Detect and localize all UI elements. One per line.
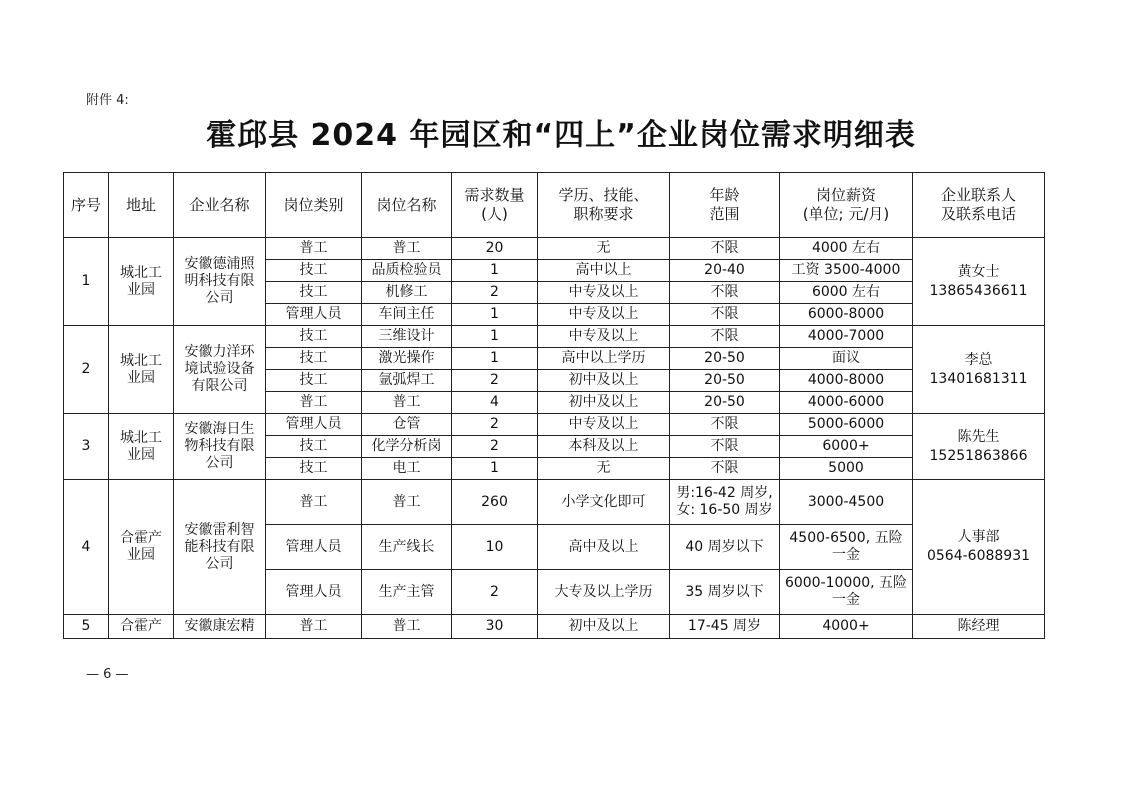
company-cell — [174, 326, 266, 414]
category-cell: 技工 — [266, 458, 362, 480]
table-row — [64, 326, 1045, 348]
contact-phone: 0564-6088931 — [926, 548, 1031, 564]
contact-cell — [913, 238, 1045, 326]
category-cell: 技工 — [266, 260, 362, 282]
header-age-l2: 范围 — [709, 205, 740, 223]
contact-phone: 13401681311 — [929, 370, 1028, 387]
requirement-cell: 中专及以上 — [538, 414, 670, 436]
company-l2: 境试验设备 — [184, 361, 255, 377]
age-cell: 不限 — [670, 238, 780, 260]
salary-cell: 5000-6000 — [780, 414, 913, 436]
count-cell: 4 — [452, 392, 538, 414]
requirement-cell: 初中及以上 — [538, 370, 670, 392]
salary-cell: 3000-4500 — [780, 480, 913, 525]
contact-phone: 13865436611 — [929, 282, 1028, 299]
position-cell: 三维设计 — [362, 326, 452, 348]
category-cell: 技工 — [266, 282, 362, 304]
address-cell — [109, 326, 174, 414]
address-l1: 城北工 — [120, 352, 162, 369]
category-cell: 技工 — [266, 348, 362, 370]
contact-cell — [913, 326, 1045, 414]
contact-cell — [913, 414, 1045, 480]
salary-l2: 一金 — [832, 592, 860, 608]
salary-cell: 5000 — [780, 458, 913, 480]
category-cell: 技工 — [266, 370, 362, 392]
contact-name: 陈先生 — [957, 428, 1000, 445]
salary-cell: 4000-8000 — [780, 370, 913, 392]
count-cell: 2 — [452, 414, 538, 436]
address-l1: 合霍产 — [120, 530, 162, 546]
salary-l2: 一金 — [832, 547, 860, 563]
count-cell: 1 — [452, 326, 538, 348]
age-cell: 20-50 — [670, 370, 780, 392]
seq-cell: 1 — [64, 238, 109, 326]
requirement-cell: 初中及以上 — [538, 615, 670, 639]
header-contact-l2: 及联系电话 — [940, 205, 1016, 223]
position-cell: 普工 — [362, 615, 452, 639]
age-cell: 20-40 — [670, 260, 780, 282]
header-address: 地址 — [109, 173, 174, 238]
address-cell — [109, 414, 174, 480]
age-cell: 不限 — [670, 326, 780, 348]
header-age-l1: 年龄 — [709, 186, 740, 204]
age-l1: 男:16-42 周岁, — [676, 485, 773, 501]
address-l2: 业园 — [127, 446, 155, 463]
header-contact-l1: 企业联系人 — [940, 186, 1016, 204]
count-cell: 2 — [452, 436, 538, 458]
job-demand-table — [63, 172, 1045, 639]
category-cell: 管理人员 — [266, 525, 362, 570]
company-l1: 安徽海日生 — [184, 421, 255, 437]
address-l1: 城北工 — [120, 264, 162, 281]
attachment-label: 附件 4: — [86, 93, 129, 108]
document-title: 霍邱县 2024 年园区和“四上”企业岗位需求明细表 — [206, 118, 916, 153]
count-cell: 1 — [452, 348, 538, 370]
salary-cell — [780, 570, 913, 615]
address-l2: 业园 — [127, 547, 155, 563]
header-seq: 序号 — [64, 173, 109, 238]
header-contact — [913, 173, 1045, 238]
count-cell: 20 — [452, 238, 538, 260]
count-cell: 10 — [452, 525, 538, 570]
salary-cell: 4000-7000 — [780, 326, 913, 348]
requirement-cell: 本科及以上 — [538, 436, 670, 458]
category-cell: 技工 — [266, 326, 362, 348]
seq-cell: 5 — [64, 615, 109, 639]
requirement-cell: 高中以上 — [538, 260, 670, 282]
age-cell: 20-50 — [670, 392, 780, 414]
age-cell: 不限 — [670, 436, 780, 458]
category-cell: 管理人员 — [266, 304, 362, 326]
header-requirement — [538, 173, 670, 238]
position-cell: 普工 — [362, 392, 452, 414]
salary-cell: 6000 左右 — [780, 282, 913, 304]
position-cell: 电工 — [362, 458, 452, 480]
page-number: — 6 — — [86, 667, 129, 682]
contact-name: 黄女士 — [957, 263, 1000, 280]
contact-name: 人事部 — [957, 529, 1000, 545]
header-row — [64, 173, 1045, 238]
header-age — [670, 173, 780, 238]
seq-cell: 2 — [64, 326, 109, 414]
count-cell: 1 — [452, 260, 538, 282]
company-l3: 公司 — [205, 455, 234, 471]
position-cell: 普工 — [362, 480, 452, 525]
position-cell: 生产线长 — [362, 525, 452, 570]
seq-cell: 3 — [64, 414, 109, 480]
age-cell: 不限 — [670, 282, 780, 304]
position-cell: 车间主任 — [362, 304, 452, 326]
address-l1: 城北工 — [120, 429, 162, 446]
salary-l1: 4500-6500, 五险 — [789, 530, 903, 546]
position-cell: 普工 — [362, 238, 452, 260]
age-cell: 17-45 周岁 — [670, 615, 780, 639]
table-row — [64, 238, 1045, 260]
salary-cell — [780, 525, 913, 570]
salary-cell: 6000+ — [780, 436, 913, 458]
requirement-cell: 初中及以上 — [538, 392, 670, 414]
category-cell: 普工 — [266, 615, 362, 639]
company-l3: 有限公司 — [191, 378, 248, 394]
company-l1: 安徽力洋环 — [184, 344, 255, 360]
company-l2: 物科技有限 — [184, 438, 255, 454]
contact-phone: 15251863866 — [929, 447, 1028, 464]
count-cell: 1 — [452, 304, 538, 326]
age-cell — [670, 480, 780, 525]
address-l2: 业园 — [127, 369, 155, 386]
count-cell: 2 — [452, 570, 538, 615]
header-company: 企业名称 — [174, 173, 266, 238]
age-cell: 不限 — [670, 414, 780, 436]
requirement-cell: 高中以上学历 — [538, 348, 670, 370]
seq-cell: 4 — [64, 480, 109, 615]
age-cell: 35 周岁以下 — [670, 570, 780, 615]
count-cell: 1 — [452, 458, 538, 480]
requirement-cell: 中专及以上 — [538, 304, 670, 326]
address-cell: 合霍产 — [109, 615, 174, 639]
header-req-l1: 学历、技能、 — [558, 186, 649, 204]
position-cell: 仓管 — [362, 414, 452, 436]
requirement-cell: 高中及以上 — [538, 525, 670, 570]
table-row — [64, 480, 1045, 525]
requirement-cell: 无 — [538, 458, 670, 480]
salary-l1: 6000-10000, 五险 — [784, 575, 908, 591]
salary-cell: 面议 — [780, 348, 913, 370]
requirement-cell: 大专及以上学历 — [538, 570, 670, 615]
contact-name: 李总 — [964, 351, 993, 368]
position-cell: 生产主管 — [362, 570, 452, 615]
header-count-l1: 需求数量 — [464, 186, 525, 204]
contact-cell: 陈经理 — [913, 615, 1045, 639]
header-position: 岗位名称 — [362, 173, 452, 238]
header-salary-l2: (单位; 元/月) — [802, 205, 890, 223]
position-cell: 品质检验员 — [362, 260, 452, 282]
header-count — [452, 173, 538, 238]
company-l2: 能科技有限 — [184, 538, 255, 555]
age-l2: 女: 16-50 周岁 — [676, 502, 773, 518]
address-l2: 业园 — [127, 281, 155, 298]
table-row — [64, 615, 1045, 639]
requirement-cell: 小学文化即可 — [538, 480, 670, 525]
contact-cell — [913, 480, 1045, 615]
position-cell: 机修工 — [362, 282, 452, 304]
header-req-l2: 职称要求 — [573, 205, 634, 223]
company-l3: 公司 — [205, 555, 234, 572]
position-cell: 激光操作 — [362, 348, 452, 370]
category-cell: 普工 — [266, 238, 362, 260]
position-cell: 氩弧焊工 — [362, 370, 452, 392]
company-l1: 安徽雷利智 — [184, 521, 255, 538]
age-cell: 20-50 — [670, 348, 780, 370]
company-cell — [174, 238, 266, 326]
header-salary — [780, 173, 913, 238]
company-cell — [174, 414, 266, 480]
address-cell — [109, 480, 174, 615]
company-l3: 公司 — [205, 290, 234, 306]
count-cell: 260 — [452, 480, 538, 525]
company-l1: 安徽德浦照 — [184, 256, 255, 272]
age-cell: 40 周岁以下 — [670, 525, 780, 570]
category-cell: 普工 — [266, 392, 362, 414]
header-salary-l1: 岗位薪资 — [815, 186, 876, 204]
salary-cell: 4000 左右 — [780, 238, 913, 260]
category-cell: 管理人员 — [266, 570, 362, 615]
count-cell: 2 — [452, 282, 538, 304]
header-count-l2: (人) — [481, 205, 508, 223]
category-cell: 技工 — [266, 436, 362, 458]
requirement-cell: 无 — [538, 238, 670, 260]
company-cell: 安徽康宏精 — [174, 615, 266, 639]
table-row — [64, 414, 1045, 436]
requirement-cell: 中专及以上 — [538, 326, 670, 348]
age-cell: 不限 — [670, 458, 780, 480]
salary-cell: 6000-8000 — [780, 304, 913, 326]
salary-cell: 4000-6000 — [780, 392, 913, 414]
company-l2: 明科技有限 — [184, 273, 255, 289]
position-cell: 化学分析岗 — [362, 436, 452, 458]
salary-cell: 4000+ — [780, 615, 913, 639]
count-cell: 30 — [452, 615, 538, 639]
category-cell: 普工 — [266, 480, 362, 525]
count-cell: 2 — [452, 370, 538, 392]
address-cell — [109, 238, 174, 326]
header-category: 岗位类别 — [266, 173, 362, 238]
company-cell — [174, 480, 266, 615]
age-cell: 不限 — [670, 304, 780, 326]
salary-cell: 工资 3500-4000 — [780, 260, 913, 282]
requirement-cell: 中专及以上 — [538, 282, 670, 304]
category-cell: 管理人员 — [266, 414, 362, 436]
